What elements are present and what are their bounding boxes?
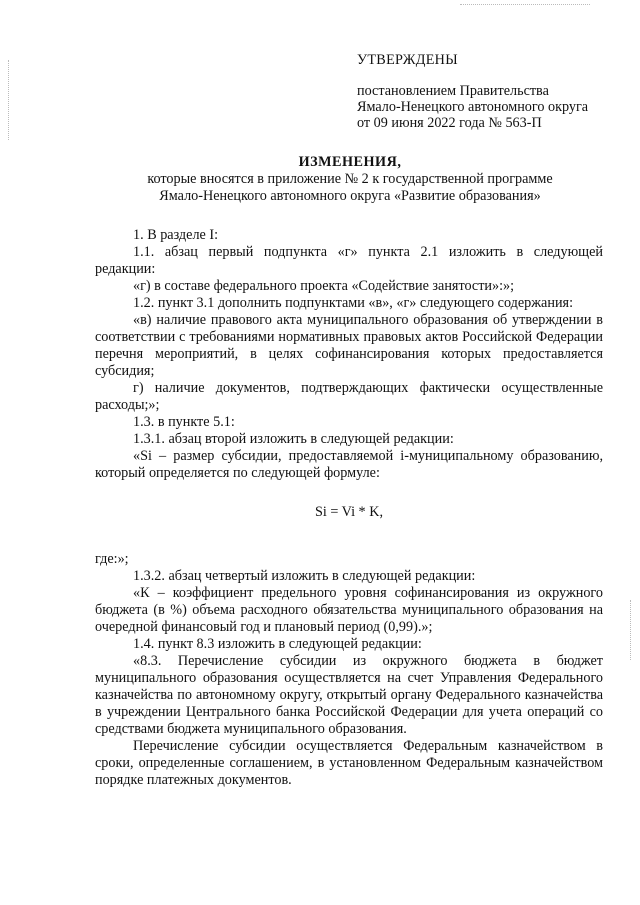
paragraph: «Si – размер субсидии, предоставляемой i-муниципальному образованию, который определяется по следующей формуле: <box>95 448 603 481</box>
paragraph: 1.4. пункт 8.3 изложить в следующей редакции: <box>133 636 422 652</box>
paragraph: 1.2. пункт 3.1 дополнить подпунктами «в», «г» следующего содержания: <box>133 295 574 311</box>
paragraph: 1.3. в пункте 5.1: <box>133 414 235 430</box>
paragraph: 1. В разделе I: <box>133 227 219 243</box>
title-main: ИЗМЕНЕНИЯ, <box>298 154 402 170</box>
paragraph: «8.3. Перечисление субсидии из окружного бюджета в бюджет муниципального образования осуществляется на счет Управления Федерального казначейства по автономному округу, открытый органу Федерального казначейства в учреждении Центрального банка Российской Федерации для учета операций со средствами бюджета муниципального образования. <box>95 653 603 737</box>
scan-edge-mark <box>8 60 10 140</box>
approval-line: от 09 июня 2022 года № 563-П <box>357 115 542 131</box>
title-line: которые вносятся в приложение № 2 к государственной программе <box>147 171 553 187</box>
approval-line: Ямало-Ненецкого автономного округа <box>357 99 589 115</box>
paragraph: 1.3.1. абзац второй изложить в следующей редакции: <box>133 431 454 447</box>
approval-block <box>357 52 588 131</box>
paragraph: «в) наличие правового акта муниципального образования об утверждении в соответствии с требованиями нормативных правовых актов Российской Федерации перечня мероприятий, в целях софинансирования которых предоставляется субсидия; <box>95 312 603 379</box>
formula: Si = Vi * K, <box>315 504 383 520</box>
paragraph: 1.3.2. абзац четвертый изложить в следующей редакции: <box>133 568 476 584</box>
approval-heading: УТВЕРЖДЕНЫ <box>357 52 458 68</box>
paragraph: 1.1. абзац первый подпункта «г» пункта 2.1 изложить в следующей редакции: <box>95 244 603 277</box>
paragraph: г) наличие документов, подтверждающих фактически осуществленные расходы;»; <box>95 380 603 413</box>
scan-edge-mark <box>460 4 590 15</box>
paragraph: «К – коэффициент предельного уровня софинансирования из окружного бюджета (в %) объема расходного обязательства муниципального образования на очередной финансовый год и плановый период (0,99).»; <box>95 585 603 635</box>
paragraph: Перечисление субсидии осуществляется Федеральным казначейством в сроки, определенные соглашением, в установленном Федеральным казначейством порядке платежных документов. <box>95 738 603 788</box>
title-line: Ямало-Ненецкого автономного округа «Развитие образования» <box>159 188 541 204</box>
document-body <box>95 227 603 789</box>
paragraph: где:»; <box>95 551 129 567</box>
paragraph: «г) в составе федерального проекта «Содействие занятости»:»; <box>133 278 515 294</box>
document-title <box>95 154 605 205</box>
scan-edge-mark <box>630 600 632 660</box>
approval-line: постановлением Правительства <box>357 83 549 99</box>
